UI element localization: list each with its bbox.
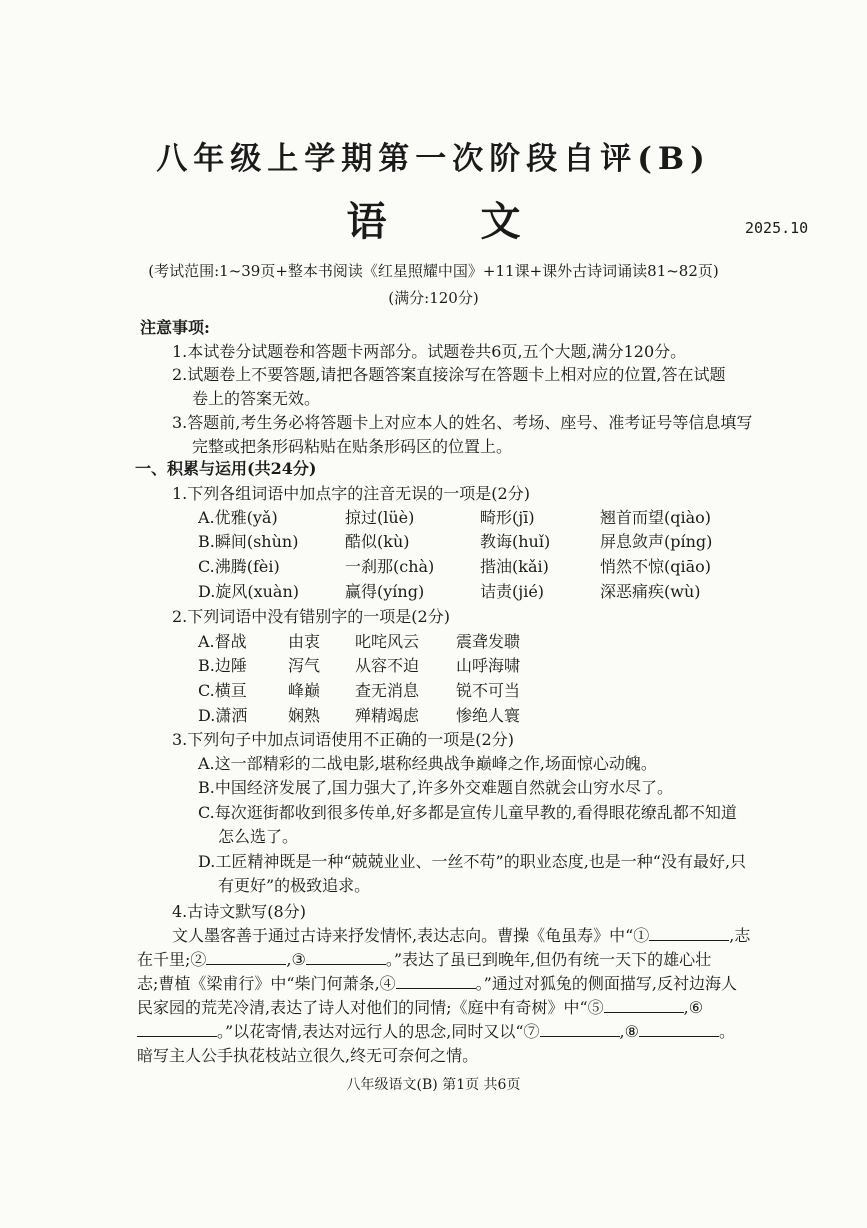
q2-option-cell: 从容不迫 (355, 656, 420, 675)
q1-option-cell: 酷似(kù) (345, 532, 410, 551)
answer-blank[interactable] (396, 974, 476, 989)
q4-text: ,志 (729, 926, 751, 945)
q2-option-cell: C.横亘 (198, 681, 247, 700)
q2-option-cell: 叱咤风云 (355, 632, 420, 651)
q4-text: 文人墨客善于通过古诗来抒发情怀,表达志向。曹操《龟虽寿》中“① (172, 926, 650, 945)
q1-option-cell: 翘首而望(qiào) (600, 508, 712, 527)
answer-blank[interactable] (306, 950, 386, 965)
q4-text: ,⑥ (683, 998, 704, 1017)
q1-option-cell: 畸形(jī) (480, 508, 535, 527)
q4-line-3 (137, 971, 737, 994)
q2-option-cell: 峰巅 (288, 681, 321, 700)
q1-option-cell: 悄然不惊(qiāo) (600, 557, 712, 576)
q2-option-cell: 震聋发聩 (456, 632, 521, 651)
notice-item: 卷上的答案无效。 (192, 389, 321, 408)
q2-option-cell: A.督战 (198, 632, 247, 651)
answer-blank[interactable] (137, 1022, 217, 1037)
answer-blank[interactable] (604, 998, 684, 1013)
notice-item: 完整或把条形码粘贴在贴条形码区的位置上。 (192, 437, 513, 456)
notice-item: 1.本试卷分试题卷和答题卡两部分。试题卷共6页,五个大题,满分120分。 (172, 342, 687, 361)
q1-option-cell: C.沸腾(fèi) (198, 557, 280, 576)
q4-text: ,③ (286, 950, 306, 969)
q2-option-cell: 殚精竭虑 (355, 706, 420, 725)
answer-blank[interactable] (649, 926, 729, 941)
page-footer: 八年级语文(B) 第1页 共6页 (346, 1077, 521, 1093)
q1-option-cell: B.瞬间(shùn) (198, 532, 299, 551)
q4-text: 在千里;② (137, 950, 207, 969)
q3-option-a: A.这一部精彩的二战电影,堪称经典战争巅峰之作,场面惊心动魄。 (198, 754, 657, 773)
q4-line-1 (172, 923, 750, 946)
question-1-stem: 1.下列各组词语中加点字的注音无误的一项是(2分) (172, 484, 530, 503)
q1-option-cell: 诘责(jié) (480, 582, 545, 601)
exam-scope: (考试范围:1~39页+整本书阅读《红星照耀中国》+11课+课外古诗词诵读81~82页) (148, 262, 719, 280)
q2-option-cell: 锐不可当 (456, 681, 521, 700)
q2-option-cell: B.边陲 (198, 656, 247, 675)
q1-option-cell: D.旋风(xuàn) (198, 582, 300, 601)
notice-heading: 注意事项: (140, 318, 210, 337)
q1-option-cell: 一刹那(chà) (345, 557, 435, 576)
q3-option-d: D.工匠精神既是一种“兢兢业业、一丝不苟”的职业态度,也是一种“没有最好,只 (198, 852, 747, 871)
section-heading: 一、积累与运用(共24分) (135, 459, 317, 478)
q4-text: 。”以花寄情,表达对远行人的思念,同时又以“⑦ (217, 1022, 540, 1041)
question-2-stem: 2.下列词语中没有错别字的一项是(2分) (172, 607, 450, 626)
q4-line-2 (137, 947, 711, 970)
q4-text: 志;曹植《梁甫行》中“柴门何萧条,④ (137, 974, 396, 993)
q4-text: 。”表达了虽已到晚年,但仍有统一天下的雄心壮 (385, 950, 712, 969)
answer-blank[interactable] (540, 1022, 620, 1037)
q1-option-cell: 教诲(huǐ) (480, 532, 551, 551)
q3-option-c: C.每次逛街都收到很多传单,好多都是宣传儿童早教的,看得眼花缭乱都不知道 (198, 803, 737, 822)
exam-date: 2025.10 (745, 219, 809, 237)
q1-option-cell: A.优雅(yǎ) (198, 508, 278, 527)
q2-option-cell: 娴熟 (288, 706, 321, 725)
answer-blank[interactable] (206, 950, 286, 965)
q4-text: 民家园的荒芜冷清,表达了诗人对他们的同情;《庭中有奇树》中“⑤ (137, 998, 604, 1017)
q4-text: 。”通过对狐兔的侧面描写,反衬边海人 (475, 974, 737, 993)
notice-item: 2.试题卷上不要答题,请把各题答案直接涂写在答题卡上相对应的位置,答在试题 (172, 365, 726, 384)
q1-option-cell: 深恶痛疾(wù) (600, 582, 701, 601)
q2-option-cell: 惨绝人寰 (456, 706, 521, 725)
subject-title: 语 文 (346, 198, 561, 245)
q1-option-cell: 掠过(lüè) (345, 508, 415, 527)
q4-line-5 (137, 1019, 735, 1042)
q1-option-cell: 揩油(kǎi) (480, 557, 549, 576)
q2-option-cell: D.潇洒 (198, 706, 248, 725)
exam-title: 八年级上学期第一次阶段自评(B) (156, 141, 711, 177)
q2-option-cell: 泻气 (288, 656, 321, 675)
q4-text: 。 (718, 1022, 735, 1041)
answer-blank[interactable] (639, 1022, 719, 1037)
q4-line-4 (137, 995, 703, 1018)
q3-option-b: B.中国经济发展了,国力强大了,许多外交难题自然就会山穷水尽了。 (198, 778, 674, 797)
q4-line-6: 暗写主人公手执花枝站立很久,终无可奈何之情。 (137, 1046, 479, 1065)
full-score: (满分:120分) (388, 289, 479, 307)
q1-option-cell: 屏息敛声(píng) (600, 532, 713, 551)
q3-option-c-cont: 怎么选了。 (218, 827, 299, 846)
question-3-stem: 3.下列句子中加点词语使用不正确的一项是(2分) (172, 730, 514, 749)
q2-option-cell: 由衷 (288, 632, 321, 651)
q3-option-d-cont: 有更好”的极致追求。 (218, 876, 371, 895)
q2-option-cell: 查无消息 (355, 681, 420, 700)
notice-item: 3.答题前,考生务必将答题卡上对应本人的姓名、考场、座号、准考证号等信息填写 (172, 413, 753, 432)
q1-option-cell: 赢得(yíng) (345, 582, 425, 601)
q2-option-cell: 山呼海啸 (456, 656, 521, 675)
q4-text: ,⑧ (619, 1022, 639, 1041)
question-4-stem: 4.古诗文默写(8分) (172, 902, 306, 921)
